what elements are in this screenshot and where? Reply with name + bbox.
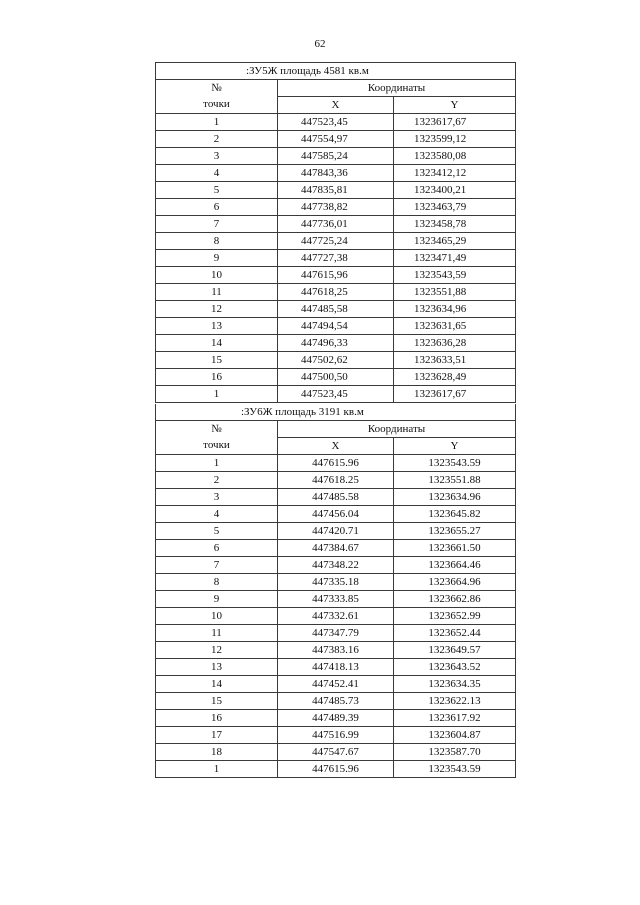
x-coordinate-cell: 447738,82 <box>278 199 394 216</box>
y-coordinate-cell: 1323463,79 <box>394 199 516 216</box>
table-row <box>156 557 516 574</box>
point-number-cell: 9 <box>156 250 278 267</box>
x-coordinate-cell: 447618.25 <box>278 472 394 489</box>
point-number-cell: 10 <box>156 608 278 625</box>
point-number-cell: 16 <box>156 369 278 386</box>
table-row <box>156 744 516 761</box>
number-header: № <box>156 421 278 438</box>
point-number-cell: 4 <box>156 506 278 523</box>
table-row <box>156 301 516 318</box>
table-row <box>156 369 516 386</box>
table-row <box>156 216 516 233</box>
point-number-cell: 1 <box>156 114 278 131</box>
point-number-cell: 14 <box>156 676 278 693</box>
table-row <box>156 761 516 778</box>
point-number-cell: 15 <box>156 693 278 710</box>
y-coordinate-cell: 1323655.27 <box>394 523 516 540</box>
x-coordinate-cell: 447452.41 <box>278 676 394 693</box>
table-row <box>156 335 516 352</box>
x-coordinate-cell: 447485,58 <box>278 301 394 318</box>
table-row <box>156 642 516 659</box>
table-body <box>156 63 516 403</box>
number-header-points: точки <box>156 97 278 114</box>
table-header-row <box>156 80 516 97</box>
y-coordinate-cell: 1323622.13 <box>394 693 516 710</box>
y-coordinate-cell: 1323617.92 <box>394 710 516 727</box>
point-number-cell: 14 <box>156 335 278 352</box>
y-coordinate-cell: 1323617,67 <box>394 114 516 131</box>
table-row <box>156 693 516 710</box>
coordinates-table-zu6zh <box>155 404 516 778</box>
x-header: X <box>278 97 394 114</box>
x-coordinate-cell: 447489.39 <box>278 710 394 727</box>
x-coordinate-cell: 447456.04 <box>278 506 394 523</box>
x-coordinate-cell: 447347.79 <box>278 625 394 642</box>
point-number-cell: 10 <box>156 267 278 284</box>
table-title: :ЗУ5Ж площадь 4581 кв.м <box>156 63 516 80</box>
point-number-cell: 8 <box>156 233 278 250</box>
x-coordinate-cell: 447554,97 <box>278 131 394 148</box>
x-coordinate-cell: 447547.67 <box>278 744 394 761</box>
point-number-cell: 13 <box>156 659 278 676</box>
x-coordinate-cell: 447500,50 <box>278 369 394 386</box>
y-coordinate-cell: 1323587.70 <box>394 744 516 761</box>
y-coordinate-cell: 1323580,08 <box>394 148 516 165</box>
table-header-row <box>156 421 516 438</box>
point-number-cell: 7 <box>156 557 278 574</box>
point-number-cell: 9 <box>156 591 278 608</box>
table-row <box>156 250 516 267</box>
table-row <box>156 267 516 284</box>
x-coordinate-cell: 447835,81 <box>278 182 394 199</box>
table-title-row <box>156 63 516 80</box>
number-header-points: точки <box>156 438 278 455</box>
x-coordinate-cell: 447502,62 <box>278 352 394 369</box>
y-coordinate-cell: 1323543.59 <box>394 761 516 778</box>
x-coordinate-cell: 447384.67 <box>278 540 394 557</box>
point-number-cell: 12 <box>156 642 278 659</box>
x-coordinate-cell: 447585,24 <box>278 148 394 165</box>
y-coordinate-cell: 1323551,88 <box>394 284 516 301</box>
x-coordinate-cell: 447618,25 <box>278 284 394 301</box>
y-coordinate-cell: 1323465,29 <box>394 233 516 250</box>
point-number-cell: 1 <box>156 761 278 778</box>
y-coordinate-cell: 1323628,49 <box>394 369 516 386</box>
table-row <box>156 523 516 540</box>
y-coordinate-cell: 1323645.82 <box>394 506 516 523</box>
point-number-cell: 7 <box>156 216 278 233</box>
table-row <box>156 710 516 727</box>
y-coordinate-cell: 1323412,12 <box>394 165 516 182</box>
x-coordinate-cell: 447523,45 <box>278 114 394 131</box>
point-number-cell: 15 <box>156 352 278 369</box>
coordinates-table-zu5zh <box>155 62 516 403</box>
point-number-cell: 3 <box>156 148 278 165</box>
y-coordinate-cell: 1323634.96 <box>394 489 516 506</box>
x-coordinate-cell: 447615,96 <box>278 267 394 284</box>
table-row <box>156 182 516 199</box>
table-subheader-row <box>156 438 516 455</box>
x-coordinate-cell: 447494,54 <box>278 318 394 335</box>
point-number-cell: 1 <box>156 386 278 403</box>
point-number-cell: 11 <box>156 625 278 642</box>
y-header: Y <box>394 97 516 114</box>
table-row <box>156 131 516 148</box>
y-coordinate-cell: 1323664.46 <box>394 557 516 574</box>
point-number-cell: 3 <box>156 489 278 506</box>
y-coordinate-cell: 1323636,28 <box>394 335 516 352</box>
coordinates-header: Координаты <box>278 80 516 97</box>
y-coordinate-cell: 1323649.57 <box>394 642 516 659</box>
point-number-cell: 16 <box>156 710 278 727</box>
table-row <box>156 659 516 676</box>
x-coordinate-cell: 447348.22 <box>278 557 394 574</box>
table-row <box>156 199 516 216</box>
x-coordinate-cell: 447736,01 <box>278 216 394 233</box>
x-coordinate-cell: 447496,33 <box>278 335 394 352</box>
point-number-cell: 6 <box>156 540 278 557</box>
x-coordinate-cell: 447418.13 <box>278 659 394 676</box>
table-row <box>156 676 516 693</box>
table-row <box>156 352 516 369</box>
y-coordinate-cell: 1323662.86 <box>394 591 516 608</box>
point-number-cell: 2 <box>156 472 278 489</box>
point-number-cell: 13 <box>156 318 278 335</box>
y-coordinate-cell: 1323661.50 <box>394 540 516 557</box>
x-coordinate-cell: 447615.96 <box>278 455 394 472</box>
table-row <box>156 284 516 301</box>
y-coordinate-cell: 1323652.99 <box>394 608 516 625</box>
point-number-cell: 6 <box>156 199 278 216</box>
table-subheader-row <box>156 97 516 114</box>
y-coordinate-cell: 1323634,96 <box>394 301 516 318</box>
table-row <box>156 625 516 642</box>
y-coordinate-cell: 1323604.87 <box>394 727 516 744</box>
table-row <box>156 165 516 182</box>
table-row <box>156 591 516 608</box>
y-coordinate-cell: 1323652.44 <box>394 625 516 642</box>
point-number-cell: 11 <box>156 284 278 301</box>
x-coordinate-cell: 447727,38 <box>278 250 394 267</box>
y-coordinate-cell: 1323617,67 <box>394 386 516 403</box>
y-coordinate-cell: 1323551.88 <box>394 472 516 489</box>
x-coordinate-cell: 447523,45 <box>278 386 394 403</box>
y-coordinate-cell: 1323643.52 <box>394 659 516 676</box>
point-number-cell: 8 <box>156 574 278 591</box>
point-number-cell: 5 <box>156 182 278 199</box>
table-title: :ЗУ6Ж площадь 3191 кв.м <box>156 404 516 421</box>
number-header: № <box>156 80 278 97</box>
table-body <box>156 404 516 778</box>
y-coordinate-cell: 1323543,59 <box>394 267 516 284</box>
table-title-row <box>156 404 516 421</box>
table-row <box>156 574 516 591</box>
y-coordinate-cell: 1323634.35 <box>394 676 516 693</box>
table-row <box>156 114 516 131</box>
point-number-cell: 2 <box>156 131 278 148</box>
table-row <box>156 540 516 557</box>
y-coordinate-cell: 1323631,65 <box>394 318 516 335</box>
table-row <box>156 472 516 489</box>
point-number-cell: 17 <box>156 727 278 744</box>
x-coordinate-cell: 447843,36 <box>278 165 394 182</box>
table-row <box>156 455 516 472</box>
x-coordinate-cell: 447332.61 <box>278 608 394 625</box>
table-row <box>156 318 516 335</box>
point-number-cell: 5 <box>156 523 278 540</box>
y-coordinate-cell: 1323458,78 <box>394 216 516 233</box>
table-row <box>156 489 516 506</box>
y-coordinate-cell: 1323633,51 <box>394 352 516 369</box>
x-coordinate-cell: 447420.71 <box>278 523 394 540</box>
point-number-cell: 1 <box>156 455 278 472</box>
y-coordinate-cell: 1323543.59 <box>394 455 516 472</box>
x-coordinate-cell: 447383.16 <box>278 642 394 659</box>
x-coordinate-cell: 447615.96 <box>278 761 394 778</box>
point-number-cell: 18 <box>156 744 278 761</box>
table-row <box>156 148 516 165</box>
x-coordinate-cell: 447335.18 <box>278 574 394 591</box>
y-coordinate-cell: 1323400,21 <box>394 182 516 199</box>
point-number-cell: 4 <box>156 165 278 182</box>
page-number: 62 <box>314 38 326 50</box>
x-coordinate-cell: 447485.73 <box>278 693 394 710</box>
x-coordinate-cell: 447725,24 <box>278 233 394 250</box>
table-row <box>156 608 516 625</box>
x-coordinate-cell: 447333.85 <box>278 591 394 608</box>
table-row <box>156 233 516 250</box>
y-coordinate-cell: 1323599,12 <box>394 131 516 148</box>
table-row <box>156 727 516 744</box>
table-row <box>156 386 516 403</box>
point-number-cell: 12 <box>156 301 278 318</box>
y-coordinate-cell: 1323664.96 <box>394 574 516 591</box>
coordinates-header: Координаты <box>278 421 516 438</box>
table-row <box>156 506 516 523</box>
x-coordinate-cell: 447485.58 <box>278 489 394 506</box>
x-coordinate-cell: 447516.99 <box>278 727 394 744</box>
x-header: X <box>278 438 394 455</box>
y-coordinate-cell: 1323471,49 <box>394 250 516 267</box>
y-header: Y <box>394 438 516 455</box>
